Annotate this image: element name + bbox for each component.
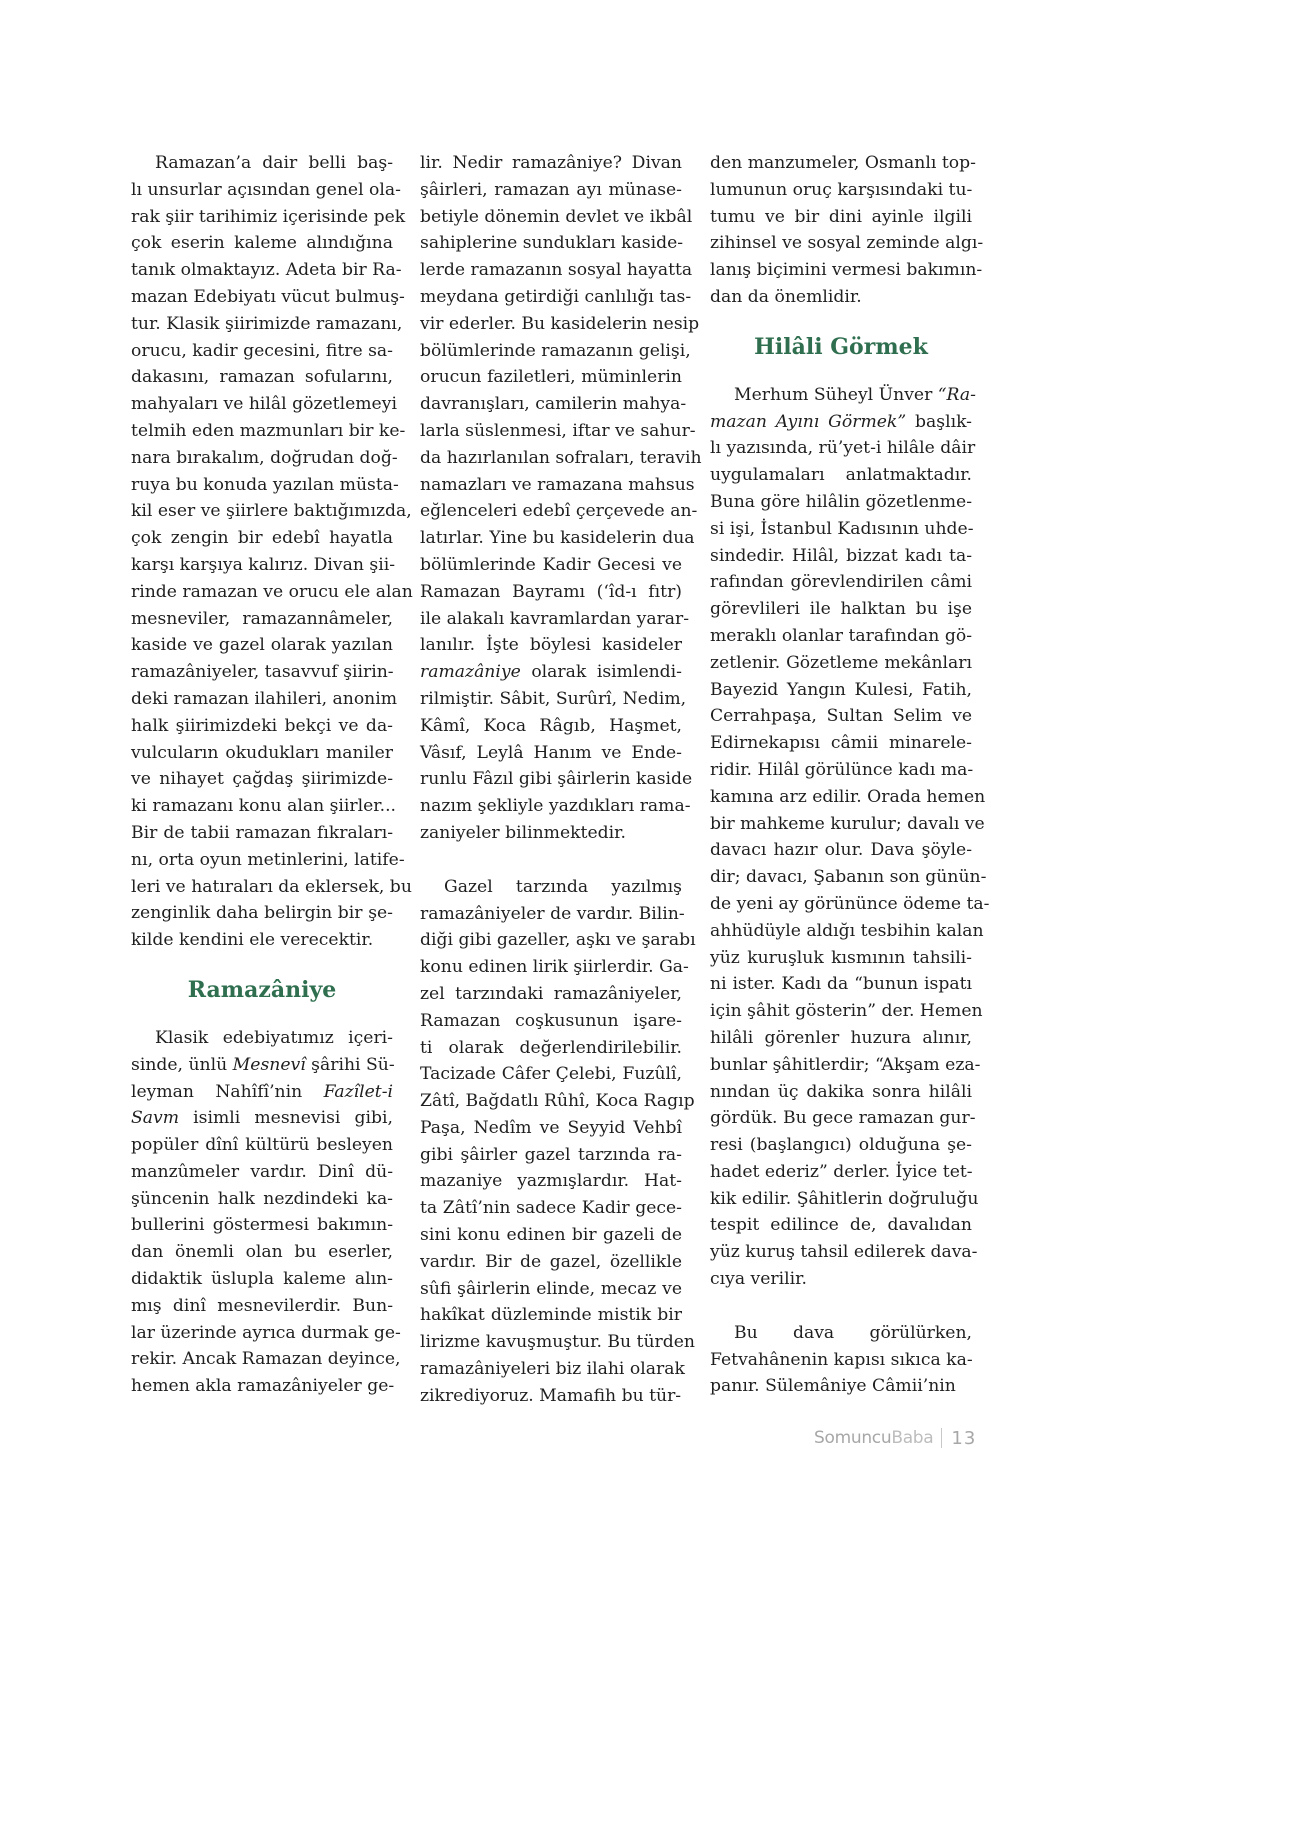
- article-column-1: [131, 150, 413, 1400]
- text-line: sûfi şâirlerin elinde, mecaz ve: [420, 1278, 682, 1299]
- text-line: resi (başlangıcı) olduğuna şe-: [710, 1135, 972, 1156]
- text-line: dan önemli olan bu eserler,: [131, 1242, 393, 1263]
- text-line: sindedir. Hilâl, bizzat kadı ta-: [710, 545, 972, 566]
- text-line: dan da önemlidir.: [710, 286, 862, 307]
- text-line: çok zengin bir edebî hayatla: [131, 528, 393, 549]
- text-line: davranışları, camilerin mahya-: [420, 394, 687, 415]
- text-line: leri ve hatıraları da eklersek, bu: [131, 876, 412, 897]
- text-line: si işi, İstanbul Kadısının uhde-: [710, 518, 974, 539]
- text-line: hilâli görenler huzura alınır,: [710, 1027, 972, 1048]
- text-line: telmih eden mazmunları bir ke-: [131, 420, 406, 441]
- text-line: ramazâniyeler, tasavvuf şiirin-: [131, 662, 394, 683]
- text-line: Ramazan’a dair belli baş-: [155, 153, 393, 173]
- text-line: ti olarak değerlendirilebilir.: [420, 1037, 682, 1058]
- text-line: hadet ederiz” derler. İyice tet-: [710, 1161, 973, 1182]
- text-line: runlu Fâzıl gibi şâirlerin kaside: [420, 769, 693, 790]
- paragraph: [710, 1320, 972, 1400]
- magazine-brand-somuncu: Somuncu: [814, 1428, 892, 1448]
- text-line: ta Zâtî’nin sadece Kadir gece-: [420, 1198, 682, 1219]
- text-line: Buna göre hilâlin gözetlenme-: [710, 491, 973, 512]
- text-line: eğlenceleri edebî çerçevede an-: [420, 501, 698, 522]
- text-line: rekir. Ancak Ramazan deyince,: [131, 1349, 401, 1370]
- text-line: diği gibi gazeller, aşkı ve şarabı: [420, 930, 696, 951]
- text-line: şüncenin halk nezdindeki ka-: [131, 1188, 393, 1209]
- text-line: latırlar. Yine bu kasidelerin dua: [420, 528, 695, 549]
- text-line: Kâmî, Koca Râgıb, Haşmet,: [420, 715, 682, 736]
- text-line: vardır. Bir de gazel, özellikle: [420, 1251, 682, 1272]
- text-line: Bu dava görülürken,: [734, 1322, 972, 1343]
- text-line: görevlileri ile halktan bu işe: [710, 599, 972, 620]
- text-line: tur. Klasik şiirimizde ramazanı,: [131, 313, 403, 334]
- text-line: Tacizade Câfer Çelebi, Fuzûlî,: [420, 1064, 682, 1085]
- text-line: leyman Nahîfî’nin Fazîlet-i: [131, 1081, 393, 1102]
- text-line: panır. Sülemâniye Câmii’nin: [710, 1376, 956, 1397]
- text-line: gibi şâirler gazel tarzında ra-: [420, 1144, 682, 1165]
- article-column-3: [710, 150, 990, 1400]
- text-line: ve nihayet çağdaş şiirimizde-: [131, 769, 393, 790]
- text-line: lı unsurlar açısından genel ola-: [131, 179, 401, 200]
- text-line: mazan Ayını Görmek” başlık-: [710, 411, 972, 432]
- text-line: lar üzerinde ayrıca durmak ge-: [131, 1322, 401, 1343]
- text-line: yüz kuruş tahsil edilerek dava-: [710, 1242, 978, 1263]
- text-line: mahyaları ve hilâl gözetlemeyi: [131, 394, 397, 415]
- text-line: zikrediyoruz. Mamafih bu tür-: [420, 1385, 682, 1406]
- paragraph-gap: [710, 1293, 972, 1320]
- text-line: hakîkat düzleminde mistik bir: [420, 1305, 682, 1326]
- text-line: cıya verilir.: [710, 1269, 807, 1290]
- section-heading: Ramazâniye: [187, 976, 337, 1003]
- paragraph: [420, 150, 702, 847]
- text-line: sini konu edinen bir gazeli de: [420, 1225, 682, 1246]
- text-line: Gazel tarzında yazılmış: [444, 876, 682, 897]
- text-line: ridir. Hilâl görülünce kadı ma-: [710, 759, 974, 780]
- text-line: deki ramazan ilahileri, anonim: [131, 688, 398, 709]
- magazine-brand-baba: Baba: [891, 1428, 934, 1448]
- text-line: da hazırlanılan sofraları, teravih: [420, 447, 702, 468]
- text-line: didaktik üslupla kaleme alın-: [131, 1269, 393, 1290]
- text-line: meraklı olanlar tarafından gö-: [710, 625, 972, 646]
- text-line: rafından görevlendirilen câmi: [710, 572, 972, 593]
- text-line: ramazâniye olarak isimlendi-: [420, 662, 682, 683]
- text-line: konu edinen lirik şiirlerdir. Ga-: [420, 957, 689, 978]
- text-line: dir; davacı, Şabanın son günün-: [710, 867, 987, 888]
- text-line: davacı hazır olur. Dava şöyle-: [710, 840, 972, 861]
- text-line: zel tarzındaki ramazâniyeler,: [420, 983, 682, 1004]
- text-line: lanış biçimini vermesi bakımın-: [710, 260, 983, 281]
- text-line: manzûmeler vardır. Dinî dü-: [131, 1161, 393, 1182]
- text-line: ni ister. Kadı da “bunun ispatı: [710, 974, 972, 995]
- text-line: kil eser ve şiirlere baktığımızda,: [131, 501, 412, 522]
- text-line: kilde kendini ele verecektir.: [131, 930, 374, 951]
- paragraph: [710, 382, 990, 1293]
- text-line: mesneviler, ramazannâmeler,: [131, 608, 393, 629]
- page-footer: [814, 1426, 976, 1450]
- text-line: zihinsel ve sosyal zeminde algı-: [710, 233, 984, 254]
- text-line: larla süslenmesi, iftar ve sahur-: [420, 420, 696, 441]
- text-line: ramazâniyeleri biz ilahi olarak: [420, 1359, 685, 1380]
- text-line: rak şiir tarihimiz içerisinde pek: [131, 206, 406, 227]
- text-line: dakasını, ramazan sofularını,: [131, 367, 393, 388]
- text-line: ki ramazanı konu alan şiirler...: [131, 796, 397, 817]
- text-line: nara bırakalım, doğrudan doğ-: [131, 447, 398, 468]
- text-line: gördük. Bu gece ramazan gur-: [710, 1108, 976, 1129]
- text-line: kik edilir. Şâhitlerin doğruluğu: [710, 1188, 979, 1209]
- text-line: Cerrahpaşa, Sultan Selim ve: [710, 706, 972, 727]
- text-line: zetlenir. Gözetleme mekânları: [710, 652, 972, 673]
- text-line: Bir de tabii ramazan fıkraları-: [131, 822, 393, 843]
- text-line: kaside ve gazel olarak yazılan: [131, 635, 393, 656]
- paragraph: [131, 150, 413, 954]
- text-line: zenginlik daha belirgin bir şe-: [131, 903, 393, 924]
- text-line: halk şiirimizdeki bekçi ve da-: [131, 715, 393, 736]
- text-line: lerde ramazanın sosyal hayatta: [420, 260, 693, 281]
- text-line: lir. Nedir ramazâniye? Divan: [420, 153, 682, 173]
- paragraph-gap: [420, 847, 682, 874]
- page-number: 13: [951, 1427, 977, 1449]
- text-line: vulcuların okudukları maniler: [131, 742, 393, 763]
- text-line: tanık olmaktayız. Adeta bir Ra-: [131, 260, 402, 281]
- text-line: karşı karşıya kalırız. Divan şii-: [131, 554, 396, 575]
- text-line: bunlar şâhitlerdir; “Akşam eza-: [710, 1054, 981, 1075]
- text-line: den manzumeler, Osmanlı top-: [710, 153, 976, 173]
- paragraph: [710, 150, 984, 311]
- text-line: mazaniye yazmışlardır. Hat-: [420, 1171, 682, 1192]
- text-line: sahiplerine sundukları kaside-: [420, 233, 684, 254]
- text-line: nı, orta oyun metinlerini, latife-: [131, 849, 405, 870]
- text-line: için şâhit gösterin” der. Hemen: [710, 1001, 983, 1022]
- text-line: uygulamaları anlatmaktadır.: [710, 465, 972, 486]
- text-line: yüz kuruşluk kısmının tahsili-: [710, 947, 972, 968]
- text-line: bölümlerinde ramazanın gelişi,: [420, 340, 691, 361]
- text-line: Savm isimli mesnevisi gibi,: [131, 1108, 393, 1129]
- text-line: Merhum Süheyl Ünver “Ra-: [734, 384, 976, 405]
- text-line: rilmiştir. Sâbit, Surûrî, Nedim,: [420, 688, 687, 709]
- text-line: Fetvahânenin kapısı sıkıca ka-: [710, 1349, 973, 1370]
- text-line: Zâtî, Bağdatlı Rûhî, Koca Ragıp: [420, 1091, 695, 1112]
- text-line: Vâsıf, Leylâ Hanım ve Ende-: [420, 742, 682, 763]
- text-line: lirizme kavuşmuştur. Bu türden: [420, 1332, 695, 1353]
- text-line: tumu ve bir dini ayinle ilgili: [710, 206, 972, 227]
- text-line: zaniyeler bilinmektedir.: [420, 822, 626, 843]
- paragraph: [420, 874, 696, 1410]
- text-line: ile alakalı kavramlardan yarar-: [420, 608, 690, 629]
- text-line: ruya bu konuda yazılan müsta-: [131, 474, 399, 495]
- text-line: meydana getirdiği canlılığı tas-: [420, 286, 692, 307]
- section-heading: Hilâli Görmek: [754, 333, 928, 360]
- text-line: popüler dînî kültürü besleyen: [131, 1135, 393, 1156]
- text-line: Paşa, Nedîm ve Seyyid Vehbî: [420, 1117, 682, 1138]
- text-line: Ramazan coşkusunun işare-: [420, 1010, 682, 1031]
- text-line: bölümlerinde Kadir Gecesi ve: [420, 554, 682, 575]
- text-line: orucu, kadir gecesini, fitre sa-: [131, 340, 393, 361]
- text-line: hemen akla ramazâniyeler ge-: [131, 1376, 395, 1397]
- article-column-2: [420, 150, 702, 1410]
- text-line: orucun faziletleri, müminlerin: [420, 367, 682, 388]
- paragraph: [131, 1025, 401, 1400]
- text-line: namazları ve ramazana mahsus: [420, 474, 695, 495]
- text-line: bullerini göstermesi bakımın-: [131, 1215, 393, 1236]
- text-line: sinde, ünlü Mesnevî şârihi Sü-: [131, 1054, 395, 1075]
- text-line: Edirnekapısı câmii minarele-: [710, 733, 972, 754]
- text-line: Bayezid Yangın Kulesi, Fatih,: [710, 679, 972, 700]
- text-line: nazım şekliyle yazdıkları rama-: [420, 796, 691, 817]
- text-line: rinde ramazan ve orucu ele alan: [131, 581, 413, 602]
- text-line: vir ederler. Bu kasidelerin nesip: [420, 313, 700, 334]
- text-line: lumunun oruç karşısındaki tu-: [710, 179, 973, 200]
- text-line: betiyle dönemin devlet ve ikbâl: [420, 206, 693, 227]
- text-line: ramazâniyeler de vardır. Bilin-: [420, 903, 685, 924]
- text-line: lanılır. İşte böylesi kasideler: [420, 635, 682, 656]
- text-line: ahhüdüyle aldığı tesbihin kalan: [710, 920, 984, 941]
- text-line: mış dinî mesnevilerdir. Bun-: [131, 1295, 393, 1316]
- text-line: Ramazan Bayramı (‘îd-ı fıtr): [420, 581, 682, 602]
- footer-divider: [941, 1428, 942, 1448]
- text-line: şâirleri, ramazan ayı münase-: [420, 179, 682, 200]
- text-line: çok eserin kaleme alındığına: [131, 233, 393, 254]
- text-line: kamına arz edilir. Orada hemen: [710, 786, 986, 807]
- text-line: Klasik edebiyatımız içeri-: [155, 1027, 393, 1048]
- text-line: nından üç dakika sonra hilâli: [710, 1081, 972, 1102]
- text-line: bir mahkeme kurulur; davalı ve: [710, 813, 985, 834]
- text-line: tespit edilince de, davalıdan: [710, 1215, 972, 1236]
- text-line: de yeni ay görününce ödeme ta-: [710, 893, 990, 914]
- text-line: mazan Edebiyatı vücut bulmuş-: [131, 286, 405, 307]
- text-line: lı yazısında, rü’yet-i hilâle dâir: [710, 438, 976, 459]
